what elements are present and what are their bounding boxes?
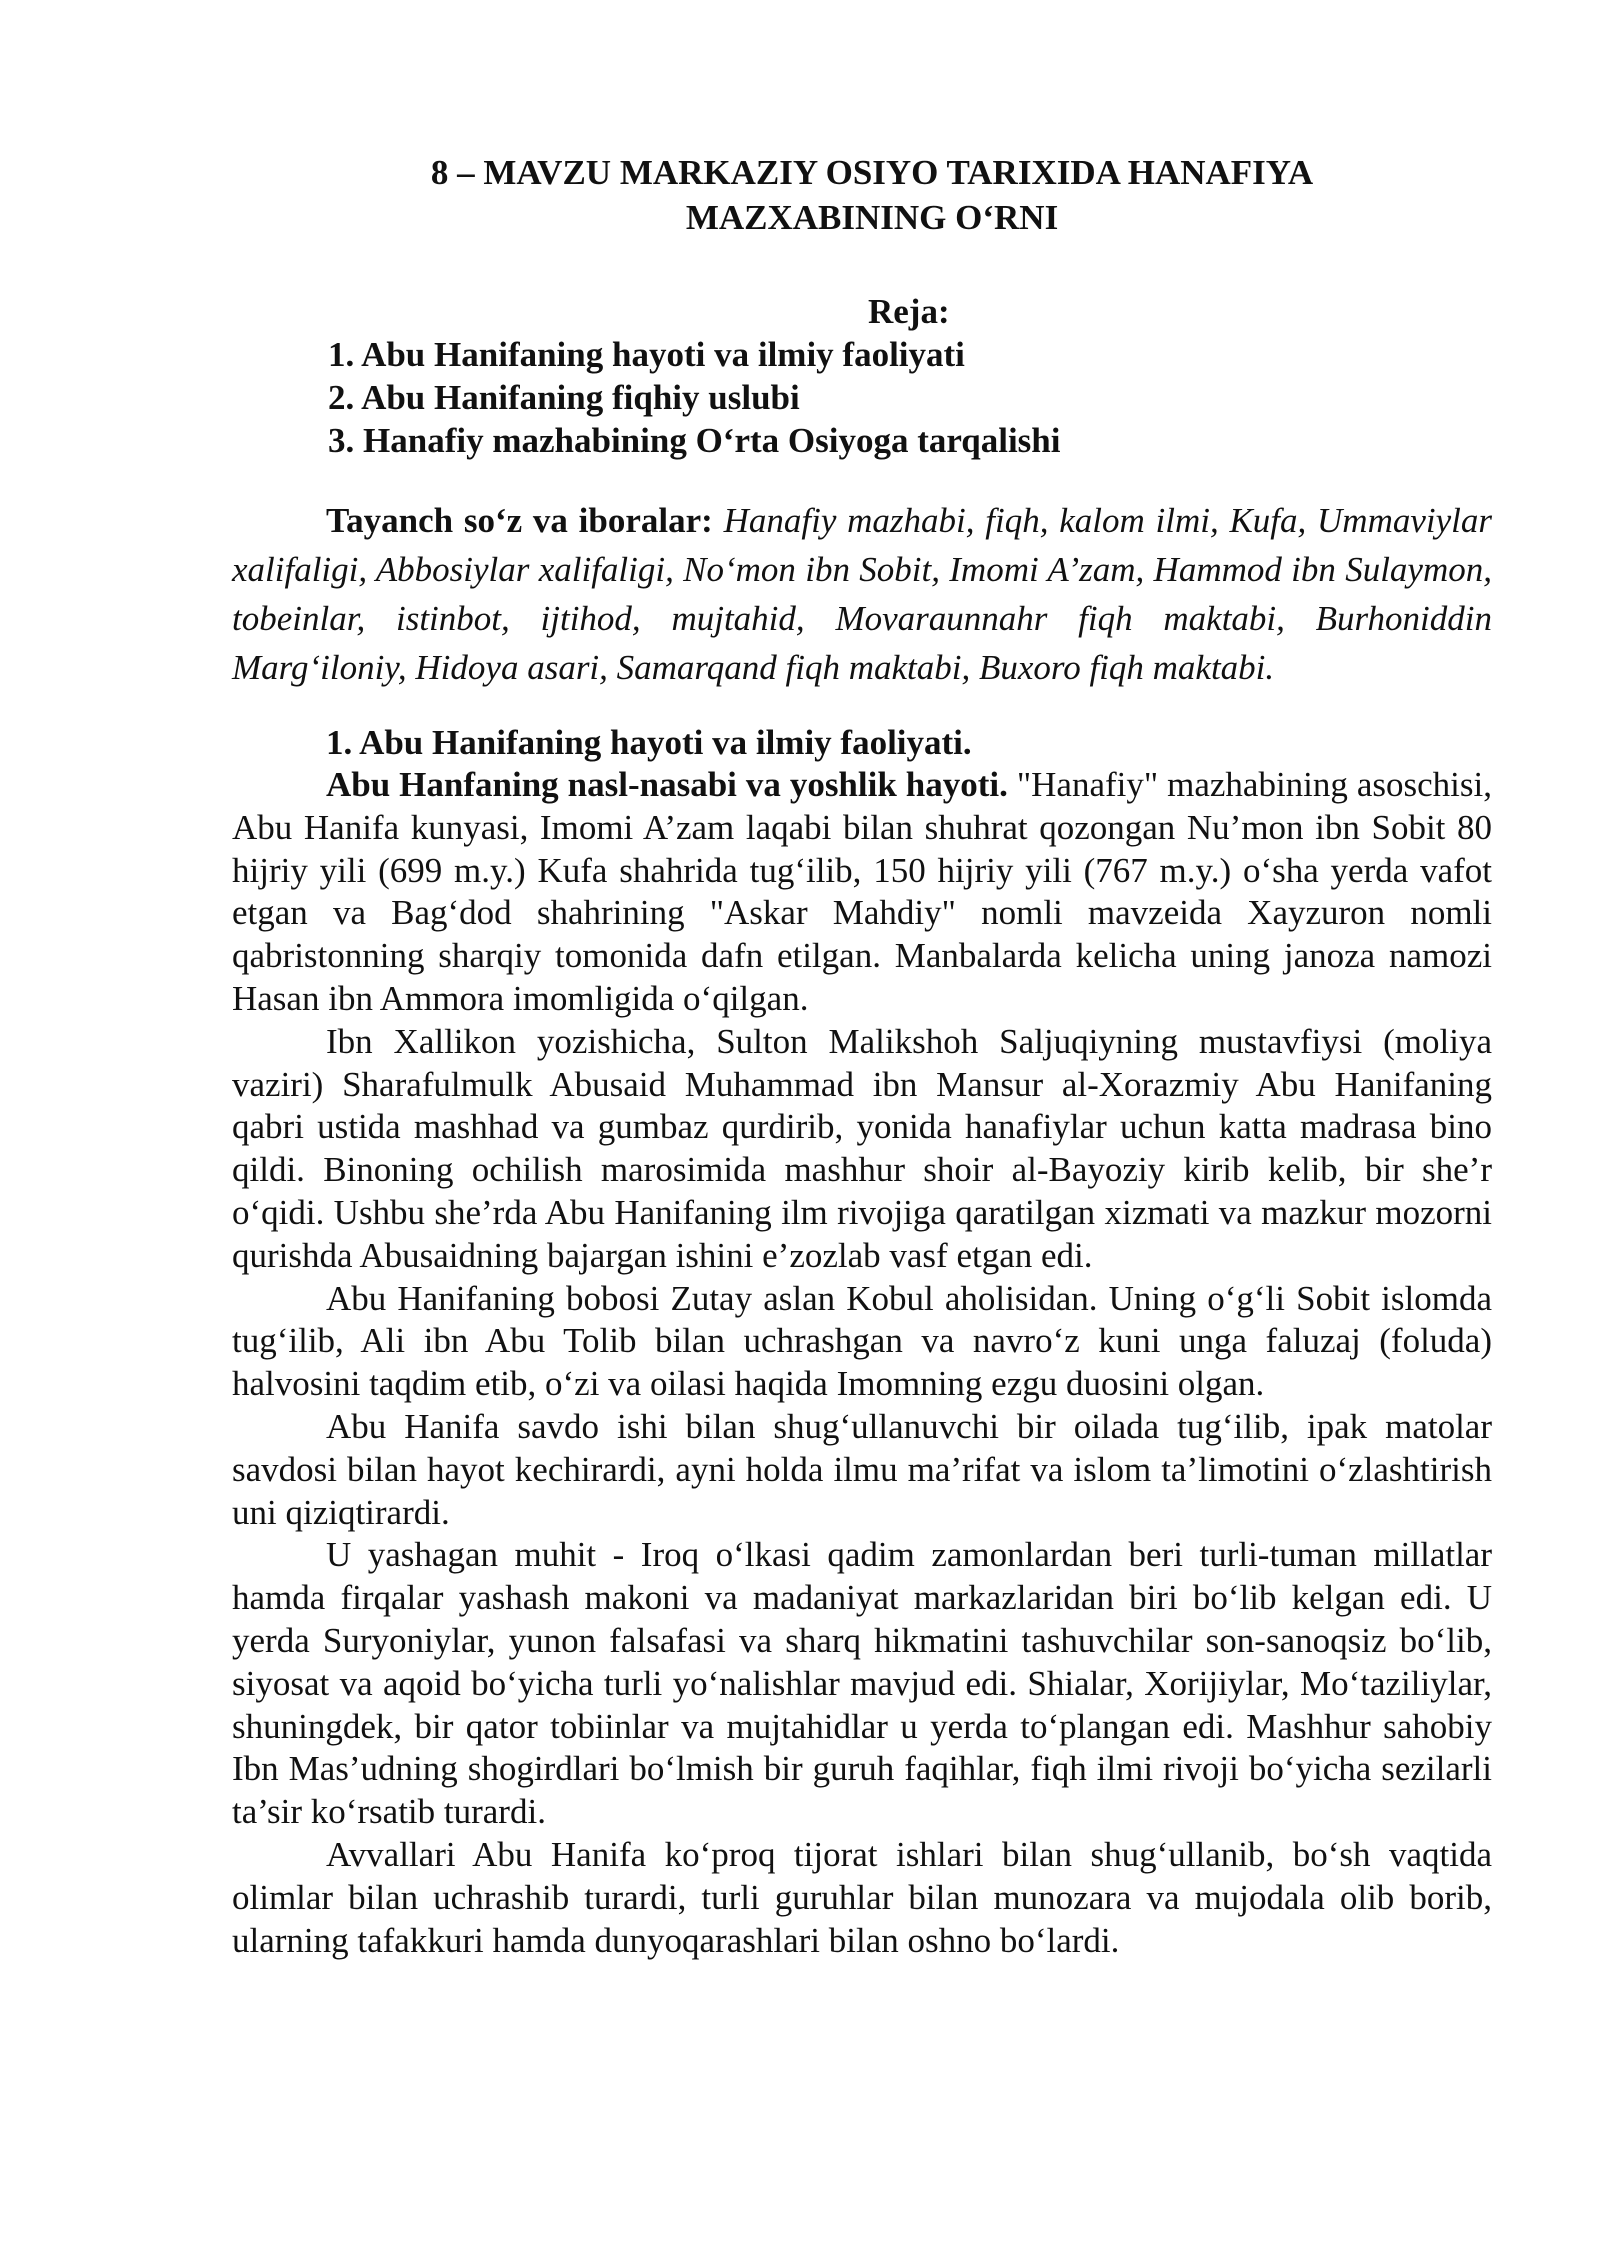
- page-title: [402, 150, 1342, 240]
- keywords-text: Hanafiy mazhabi, fiqh, kalom ilmi, Kufa, Ummaviylar xalifaligi, Abbosiylar xalifaligi, No‘mon ibn Sobit, Imomi A’zam, Hammod ibn Sulaymon, tobeinlar, istinbot, ijtihod, mujtahid, Movaraunnahr fiqh maktabi, Burhoniddin Marg‘iloniy, Hidoya asari, Samarqand fiqh maktabi, Buxoro fiqh maktabi.: [232, 501, 1492, 687]
- plan-item: 2. Abu Hanifaning fiqhiy uslubi: [328, 378, 800, 417]
- body-paragraph: Abu Hanifa savdo ishi bilan shug‘ullanuvchi bir oilada tug‘ilib, ipak matolar savdosi bilan hayot kechirardi, ayni holda ilmu ma’rifat va islom ta’limotini o‘zlashtirish uni qiziqtirardi.: [232, 1406, 1492, 1532]
- body-paragraph: Ibn Xallikon yozishicha, Sulton Malikshoh Saljuqiyning mustavfiysi (moliya vaziri) Sharafulmulk Abusaid Muhammad ibn Mansur al-Xorazmiy Abu Hanifaning qabri ustida mashhad va gumbaz qurdirib, yonida hanafiylar uchun katta madrasa bino qildi. Binoning ochilish marosimida mashhur shoir al-Bayoziy kirib kelib, bir she’r o‘qidi. Ushbu she’rda Abu Hanifaning ilm rivojiga qaratilgan xizmati va mazkur mozorni qurishda Abusaidning bajargan ishini e’zozlab vasf etgan edi.: [232, 1021, 1492, 1275]
- body-paragraph: Avvallari Abu Hanifa ko‘proq tijorat ishlari bilan shug‘ullanib, bo‘sh vaqtida olimlar bilan uchrashib turardi, turli guruhlar bilan munozara va mujodala olib borib, ularning tafakkuri hamda dunyoqarashlari bilan oshno bo‘lardi.: [232, 1834, 1492, 1960]
- body-paragraph: U yashagan muhit - Iroq o‘lkasi qadim zamonlardan beri turli-tuman millatlar hamda firqalar yashash makoni va madaniyat markazlaridan biri bo‘lib kelgan edi. U yerda Suryoniylar, yunon falsafasi va sharq hikmatini tashuvchilar son-sanoqsiz bo‘lib, siyosat va aqoid bo‘yicha turli yo‘nalishlar mavjud edi. Shialar, Xorijiylar, Mo‘taziliylar, shuningdek, bir qator tobiinlar va mujtahidlar u yerda to‘plangan edi. Mashhur sahobiy Ibn Mas’udning shogirdlari bo‘lmish bir guruh faqihlar, fiqh ilmi rivoji bo‘yicha sezilarli ta’sir ko‘rsatib turardi.: [232, 1535, 1492, 1832]
- document-page: [232, 150, 1492, 1962]
- title-line-1: 8 – MAVZU MARKAZIY OSIYO TARIXIDA HANAFIYA: [430, 153, 1314, 192]
- subsection-heading: Abu Hanfaning nasl-nasabi va yoshlik hayoti.: [326, 765, 1008, 804]
- plan-item: 1. Abu Hanifaning hayoti va ilmiy faoliyati: [328, 335, 965, 374]
- section-heading: 1. Abu Hanifaning hayoti va ilmiy faoliyati.: [326, 723, 972, 762]
- keywords-paragraph: [232, 496, 1492, 692]
- paragraph-text: "Hanafiy" mazhabining asoschisi, Abu Hanifa kunyasi, Imomi A’zam laqabi bilan shuhrat qozongan Nu’mon ibn Sobit 80 hijriy yili (699 m.y.) Kufa shahrida tug‘ilib, 150 hijriy yili (767 m.y.) o‘sha yerda vafot etgan va Bag‘dod shahrining "Askar Mahdiy" nomli mavzeida Xayzuron nomli qabristonning sharqiy tomonida dafn etilgan. Manbalarda kelicha uning janoza namozi Hasan ibn Ammora imomligida o‘qilgan.: [232, 765, 1492, 1018]
- title-line-2: MAZXABINING O‘RNI: [685, 198, 1059, 237]
- body-paragraph: Abu Hanifaning bobosi Zutay aslan Kobul aholisidan. Uning o‘g‘li Sobit islomda tug‘ilib, Ali ibn Abu Tolib bilan uchrashgan va navro‘z kuni unga faluzaj (foluda) halvosini taqdim etib, o‘zi va oilasi haqida Imomning ezgu duosini olgan.: [232, 1278, 1492, 1404]
- plan-heading: Reja:: [868, 292, 950, 331]
- keywords-label: Tayanch so‘z va iboralar:: [326, 501, 713, 540]
- plan-item: 3. Hanafiy mazhabining O‘rta Osiyoga tarqalishi: [328, 421, 1061, 460]
- plan-section: [232, 290, 1492, 462]
- body-paragraph: [232, 764, 1492, 1021]
